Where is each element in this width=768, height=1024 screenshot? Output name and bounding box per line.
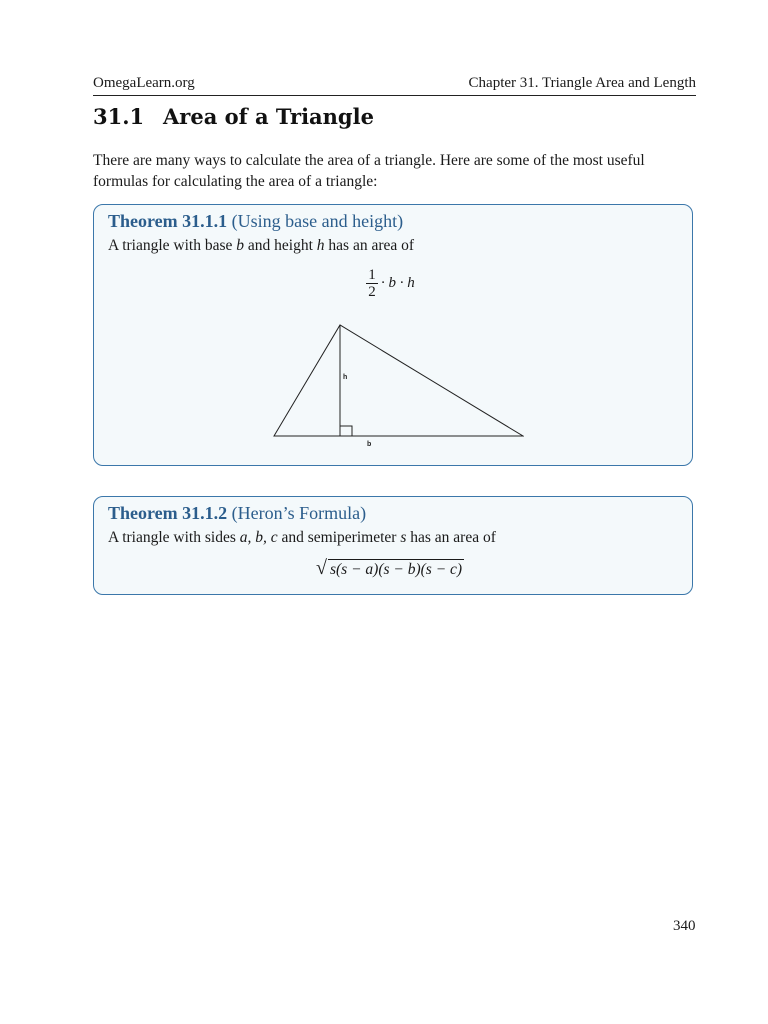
sqrt-icon: √ (316, 557, 327, 579)
statement-text: A triangle with base (108, 237, 237, 254)
base-label: b (367, 441, 372, 448)
running-header (93, 73, 696, 96)
theorem-statement (108, 529, 496, 547)
statement-text: and height (244, 237, 317, 254)
theorem-box-base-height (93, 204, 693, 466)
section-title-text: Area of a Triangle (163, 104, 374, 129)
theorem-name: (Using base and height) (231, 211, 404, 231)
area-formula (366, 267, 415, 300)
header-site-name: OmegaLearn.org (93, 75, 195, 91)
fraction-denominator: 2 (368, 284, 376, 300)
theorem-box-heron (93, 496, 693, 595)
var-s: s (400, 529, 407, 546)
right-angle-marker (340, 426, 352, 436)
theorem-label: Theorem 31.1.2 (108, 503, 228, 523)
theorem-label: Theorem 31.1.1 (108, 211, 228, 231)
var-h: h (316, 237, 325, 254)
header-chapter: Chapter 31. Triangle Area and Length (468, 75, 696, 91)
theorem-name: (Heron’s Formula) (231, 503, 367, 523)
triangle-outline (274, 325, 523, 436)
fraction-numerator: 1 (368, 267, 376, 283)
formula-rest: · b · h (381, 275, 415, 291)
var-sides: a, b, c (239, 529, 278, 546)
statement-text: has an area of (406, 529, 496, 546)
triangle-figure (272, 322, 524, 452)
theorem-statement (108, 237, 414, 255)
statement-text: A triangle with sides (108, 529, 240, 546)
page-number: 340 (673, 918, 696, 934)
heron-formula (316, 557, 464, 579)
statement-text: and semiperimeter (277, 529, 401, 546)
section-title (93, 104, 374, 129)
theorem-heading (108, 503, 366, 524)
radicand: s(s − a)(s − b)(s − c) (329, 561, 463, 578)
height-label: h (343, 374, 348, 381)
statement-text: has an area of (324, 237, 415, 254)
intro-paragraph: There are many ways to calculate the area of a triangle. Here are some of the most useful formulas for calculating the area of a triangle: (93, 152, 645, 190)
section-number: 31.1 (93, 104, 145, 129)
var-b: b (236, 237, 245, 254)
fraction-one-half (366, 267, 378, 300)
theorem-heading (108, 211, 403, 232)
